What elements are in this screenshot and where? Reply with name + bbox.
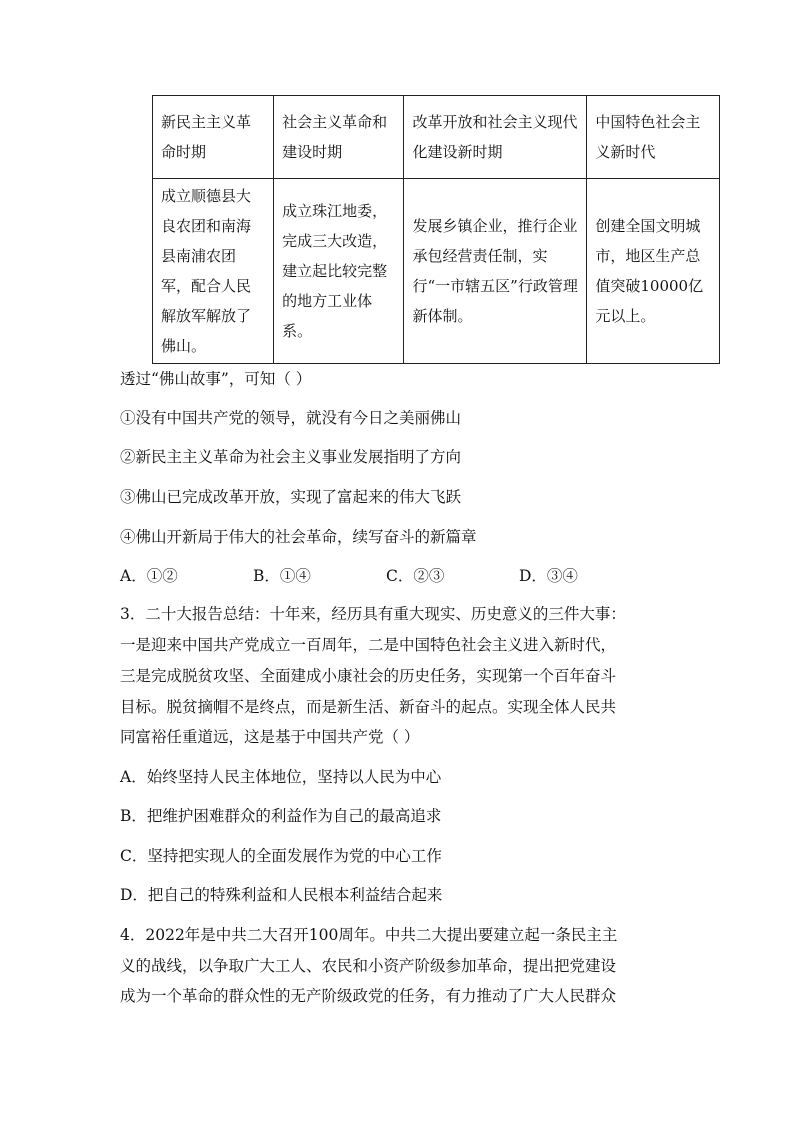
question-3-stem-line: 同富裕任重道远，这是基于中国共产党（ ） (120, 728, 420, 746)
question-2-options (120, 566, 680, 586)
statement-4: ④佛山开新局于伟大的社会革命，续写奋斗的新篇章 (120, 528, 477, 546)
question-3-option-d[interactable]: D．把自己的特殊利益和人民根本利益结合起来 (120, 886, 443, 904)
question-2-stem: 透过“佛山故事”，可知（ ） (120, 370, 312, 388)
statement-2: ②新民主主义革命为社会主义事业发展指明了方向 (120, 448, 462, 466)
table-cell: 成立顺德县大良农团和南海县南浦农团军，配合人民解放军解放了佛山。 (153, 179, 274, 364)
table-header-cell: 中国特色社会主义新时代 (587, 96, 720, 179)
table-cell: 创建全国文明城市，地区生产总值突破10000亿元以上。 (587, 179, 720, 364)
table-header-cell: 改革开放和社会主义现代化建设新时期 (404, 96, 587, 179)
table-header-row (153, 96, 720, 179)
option-a[interactable]: A．①② (120, 567, 178, 585)
option-c[interactable]: C．②③ (386, 567, 445, 585)
table-row (153, 179, 720, 364)
table-header-cell: 新民主主义革命时期 (153, 96, 274, 179)
question-3-option-c[interactable]: C．坚持把实现人的全面发展作为党的中心工作 (120, 847, 442, 865)
question-3-stem-line: 目标。脱贫摘帽不是终点，而是新生活、新奋斗的起点。实现全体人民共 (120, 698, 617, 716)
table-cell: 成立珠江地委，完成三大改造，建立起比较完整的地方工业体系。 (274, 179, 404, 364)
table-header-cell: 社会主义革命和建设时期 (274, 96, 404, 179)
question-3-stem-line: 一是迎来中国共产党成立一百周年，二是中国特色社会主义进入新时代， (120, 636, 617, 654)
question-4-stem-line: 4．2022年是中共二大召开100周年。中共二大提出要建立起一条民主主 (120, 926, 618, 944)
question-4-stem-line: 成为一个革命的群众性的无产阶级政党的任务，有力推动了广大人民群众 (120, 987, 617, 1005)
question-3-option-a[interactable]: A．始终坚持人民主体地位，坚持以人民为中心 (120, 768, 442, 786)
question-3-stem-line: 三是完成脱贫攻坚、全面建成小康社会的历史任务，实现第一个百年奋斗 (120, 667, 617, 685)
statement-3: ③佛山已完成改革开放，实现了富起来的伟大飞跃 (120, 488, 462, 506)
question-4-stem-line: 义的战线，以争取广大工人、农民和小资产阶级参加革命，提出把党建设 (120, 957, 617, 975)
statement-1: ①没有中国共产党的领导，就没有今日之美丽佛山 (120, 409, 462, 427)
question-3-stem-line: 3．二十大报告总结：十年来，经历具有重大现实、历史意义的三件大事： (120, 605, 626, 623)
option-d[interactable]: D．③④ (519, 567, 578, 585)
question-3-option-b[interactable]: B．把维护困难群众的利益作为自己的最高追求 (120, 807, 442, 825)
history-periods-table (152, 95, 720, 364)
option-b[interactable]: B．①④ (253, 567, 311, 585)
table-cell: 发展乡镇企业，推行企业承包经营责任制，实行“一市辖五区”行政管理新体制。 (404, 179, 587, 364)
